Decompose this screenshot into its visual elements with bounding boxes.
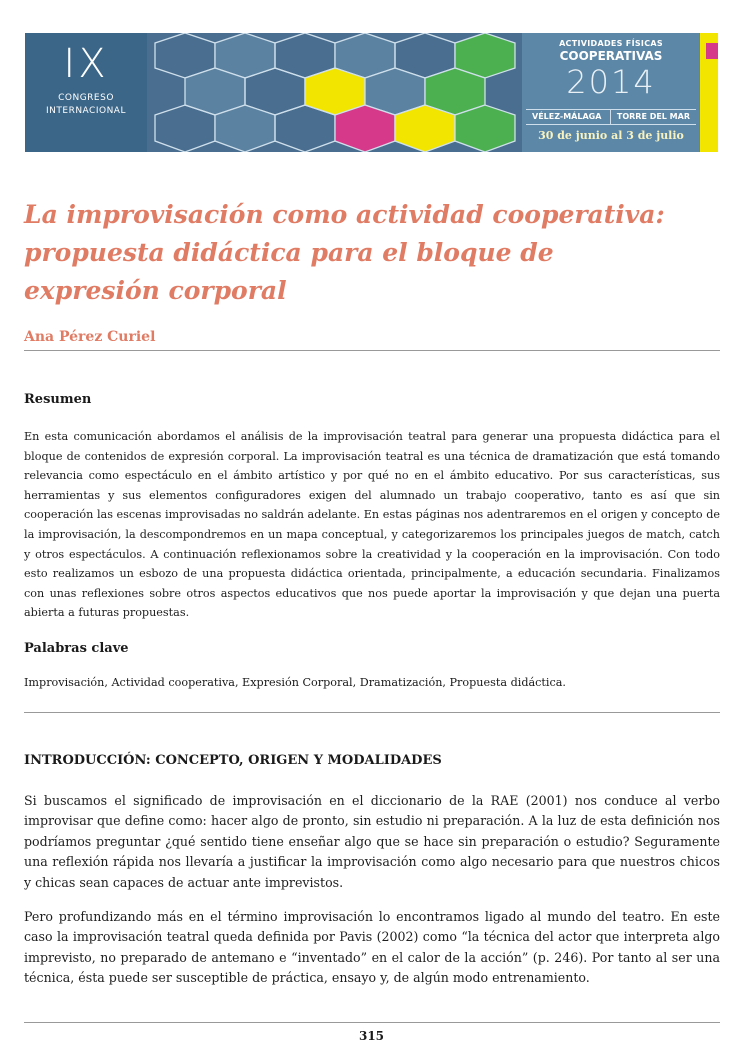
congress-line2: INTERNACIONAL [46, 106, 126, 116]
author-name: Ana Pérez Curiel [24, 329, 156, 345]
footer-divider [24, 1022, 720, 1023]
place-divider [610, 110, 611, 124]
congress-line1: CONGRESO [58, 93, 114, 103]
section-heading: INTRODUCCIÓN: CONCEPTO, ORIGEN Y MODALIDADES [24, 753, 442, 768]
event-label [522, 33, 700, 152]
page-number: 315 [358, 1029, 385, 1043]
congress-label [25, 33, 147, 152]
keywords-text: Improvisación, Actividad cooperativa, Expresión Corporal, Dramatización, Propuesta didáctica. [24, 676, 566, 689]
title-line-1: La improvisación como actividad cooperativa: [24, 200, 665, 229]
article-title [24, 196, 724, 310]
author-divider [24, 350, 720, 351]
title-line-2: propuesta didáctica para el bloque de [24, 238, 554, 267]
title-line-3: expresión corporal [24, 276, 287, 305]
magenta-accent [706, 43, 718, 59]
event-line2: COOPERATIVAS [559, 49, 663, 63]
event-line1: ACTIVIDADES FÍSICAS [559, 39, 663, 48]
abstract-heading: Resumen [24, 392, 92, 407]
event-year: 2014 [566, 63, 656, 101]
intro-paragraph-2: Pero profundizando más en el término improvisación lo encontramos ligado al mundo del teatro. En este caso la improvisación teatral queda definida por Pavis (2002) como “la técnica del actor que interpreta algo imprevisto, no preparado de antemano e “inventado” en el calor de la acción” (p. 246). Por tanto al ser una técnica, ésta puede ser susceptible de práctica, ensayo y, de algún modo entrenamiento. [24, 909, 720, 986]
congress-banner [25, 33, 718, 152]
congress-number: IX [63, 41, 109, 87]
yellow-strip [700, 33, 718, 152]
keywords-divider [24, 712, 720, 713]
event-places [526, 109, 696, 125]
event-place2: TORRE DEL MAR [616, 112, 690, 121]
event-dates: 30 de junio al 3 de julio [538, 129, 684, 142]
keywords-heading: Palabras clave [24, 641, 129, 656]
abstract-text: En esta comunicación abordamos el análisis de la improvisación teatral para generar una propuesta didáctica para el bloque de contenidos de expresión corporal. La improvisación teatral es una técnica de dramatización que está tomando relevancia como espectáculo en el ámbito artístico y por qué no en el ámbito educativo. Por sus características, sus herramientas y sus elementos configuradores exigen del alumnado un trabajo cooperativo, tanto es así que sin cooperación las escenas improvisadas no saldrán adelante. En estas páginas nos adentraremos en el origen y concepto de la improvisación, la descompondremos en un mapa conceptual, y categorizaremos los principales juegos de match, catch y otros espectáculos. A continuación reflexionamos sobre la creatividad y la cooperación en la improvisación. Con todo esto realizamos un esbozo de una propuesta didáctica orientada, principalmente, a educación secundaria. Finalizamos con unas reflexiones sobre otros aspectos educativos que nos puede aportar la improvisación y que dejan una puerta abierta a futuras propuestas. [24, 430, 720, 620]
intro-paragraph-1: Si buscamos el significado de improvisación en el diccionario de la RAE (2001) nos conduce al verbo improvisar que define como: hacer algo de pronto, sin estudio ni preparación. A la luz de esta definición nos podríamos preguntar ¿qué sentido tiene enseñar algo que se hace sin preparación o estudio? Seguramente una reflexión rápida nos llevaría a justificar la improvisación como algo necesario para que nuestros chicos y chicas sean capaces de actuar ante imprevistos. [24, 793, 720, 890]
event-place1: VÉLEZ-MÁLAGA [532, 112, 602, 121]
